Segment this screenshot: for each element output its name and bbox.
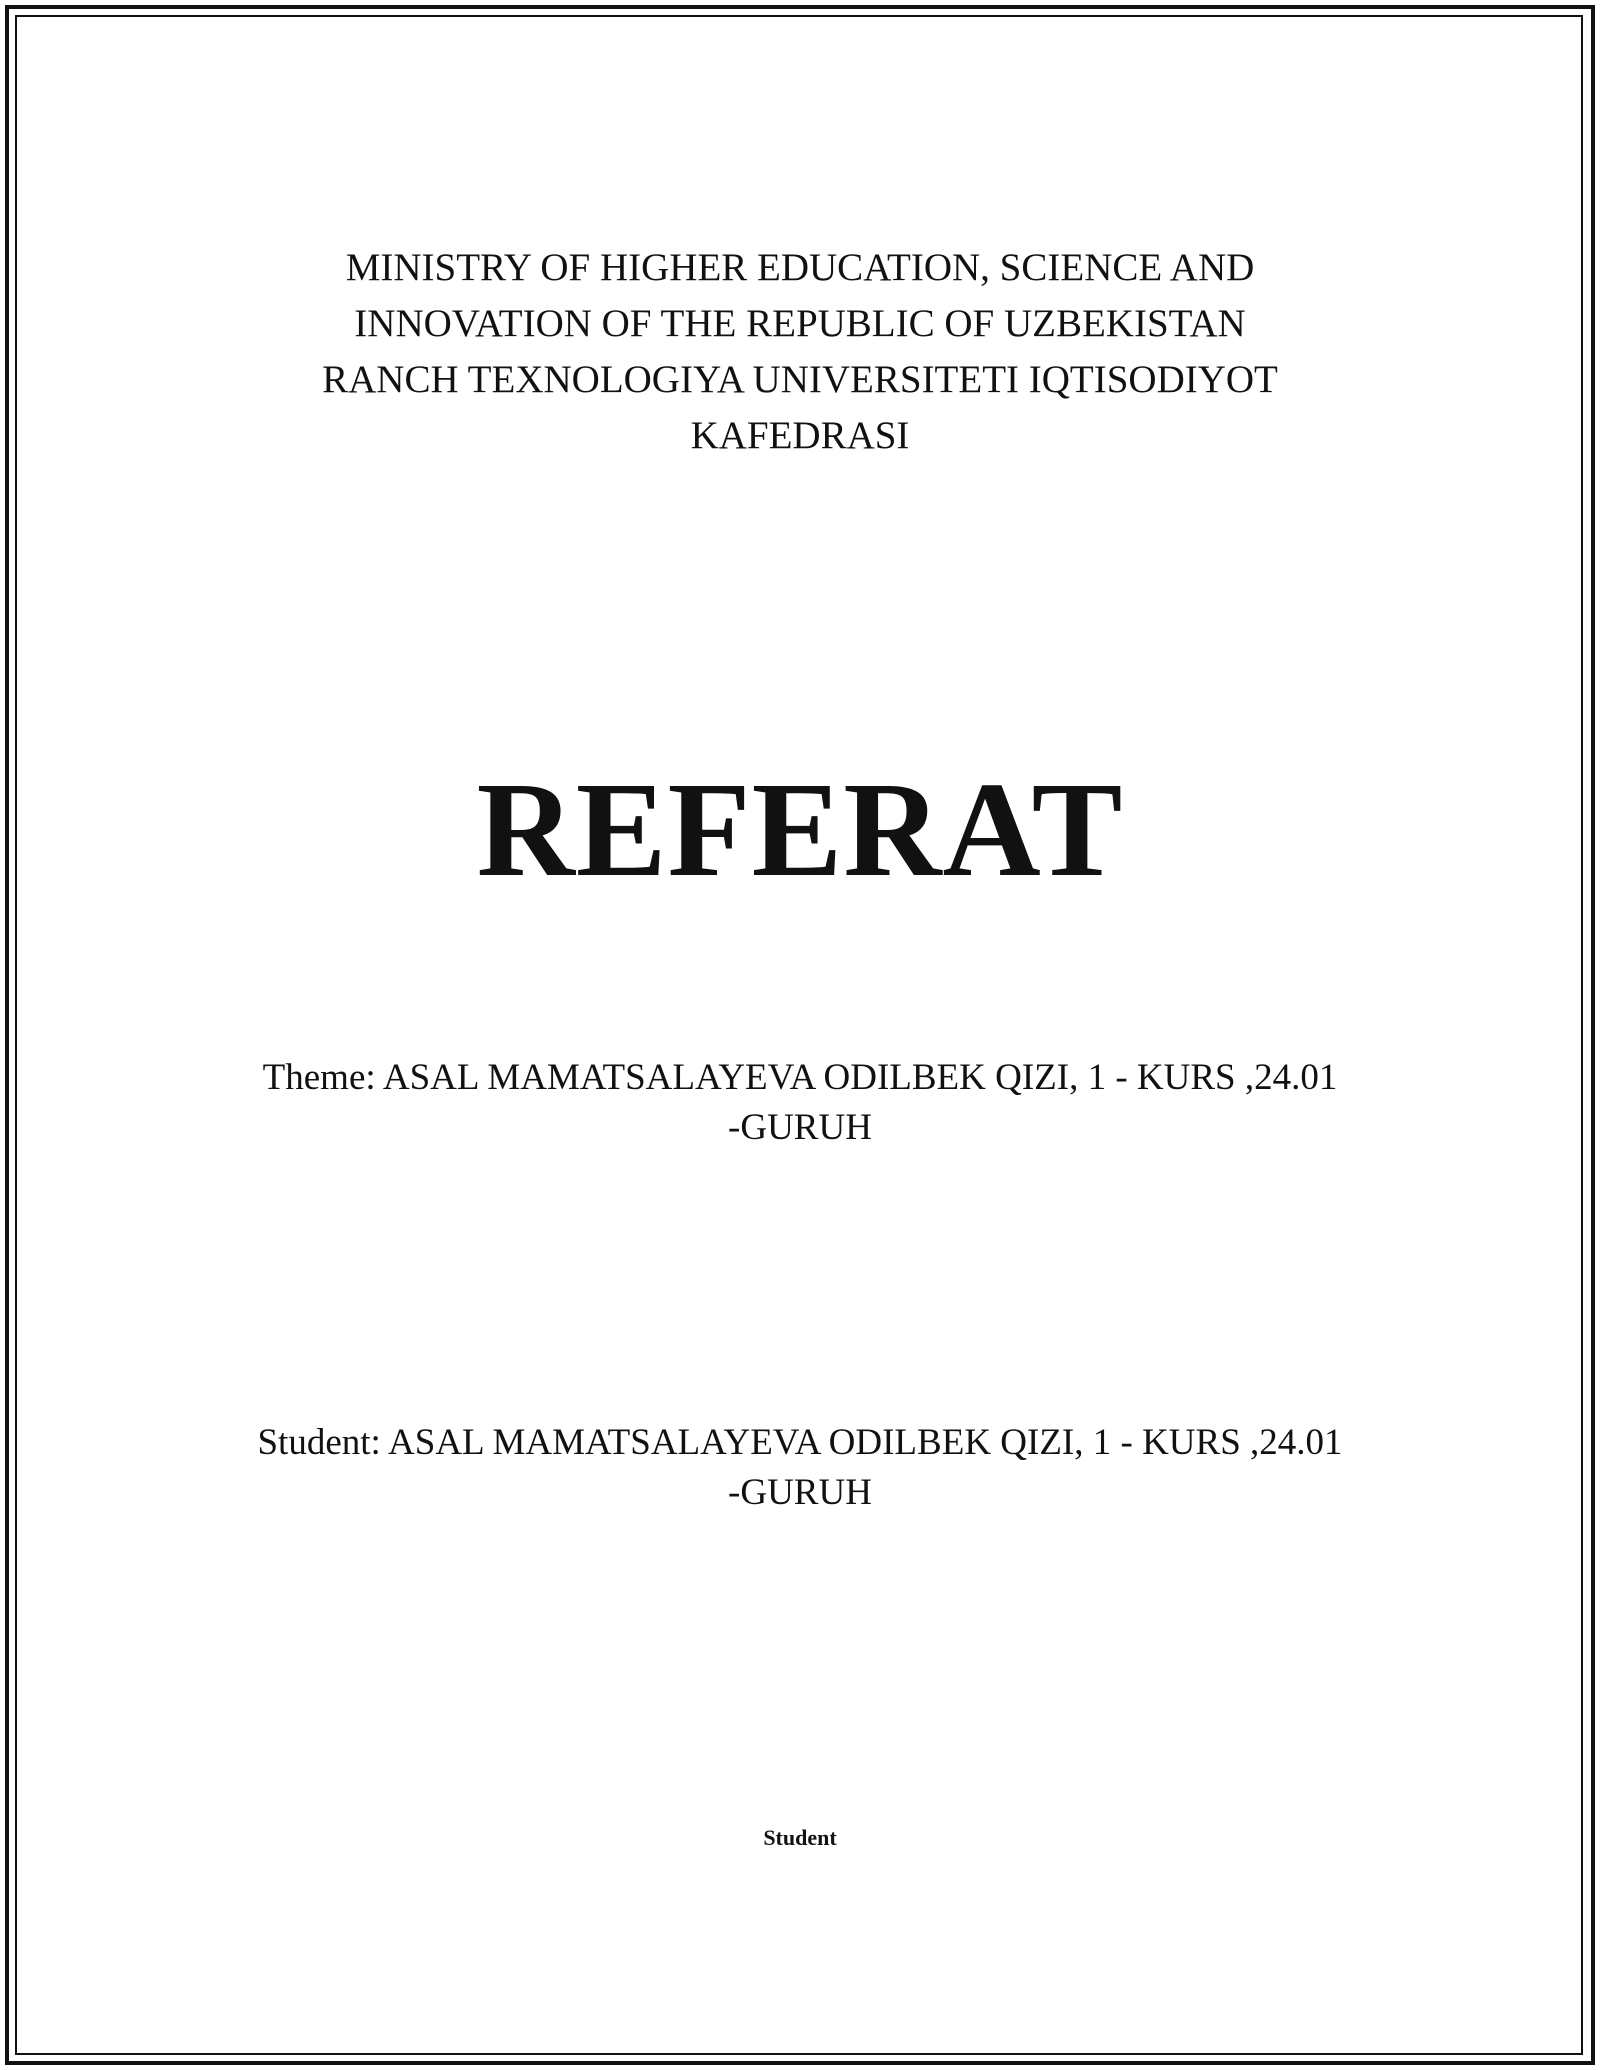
theme-block xyxy=(0,1053,1600,1153)
student-block xyxy=(0,1418,1600,1518)
document-title: REFERAT xyxy=(476,755,1124,905)
footer-label: Student xyxy=(763,1825,837,1850)
student-line-1: Student: ASAL MAMATSALAYEVA ODILBEK QIZI, 1 - KURS ,24.01 xyxy=(257,1422,1343,1463)
header-line: RANCH TEXNOLOGIYA UNIVERSITETI IQTISODIYOT xyxy=(322,358,1278,401)
ministry-header xyxy=(0,240,1600,464)
theme-line-1: Theme: ASAL MAMATSALAYEVA ODILBEK QIZI, 1 - KURS ,24.01 xyxy=(262,1057,1338,1098)
theme-line-2: -GURUH xyxy=(728,1107,872,1148)
student-line-2: -GURUH xyxy=(728,1472,872,1513)
header-line: INNOVATION OF THE REPUBLIC OF UZBEKISTAN xyxy=(354,302,1246,345)
header-line: KAFEDRASI xyxy=(690,414,910,457)
header-line: MINISTRY OF HIGHER EDUCATION, SCIENCE AND xyxy=(345,246,1255,289)
